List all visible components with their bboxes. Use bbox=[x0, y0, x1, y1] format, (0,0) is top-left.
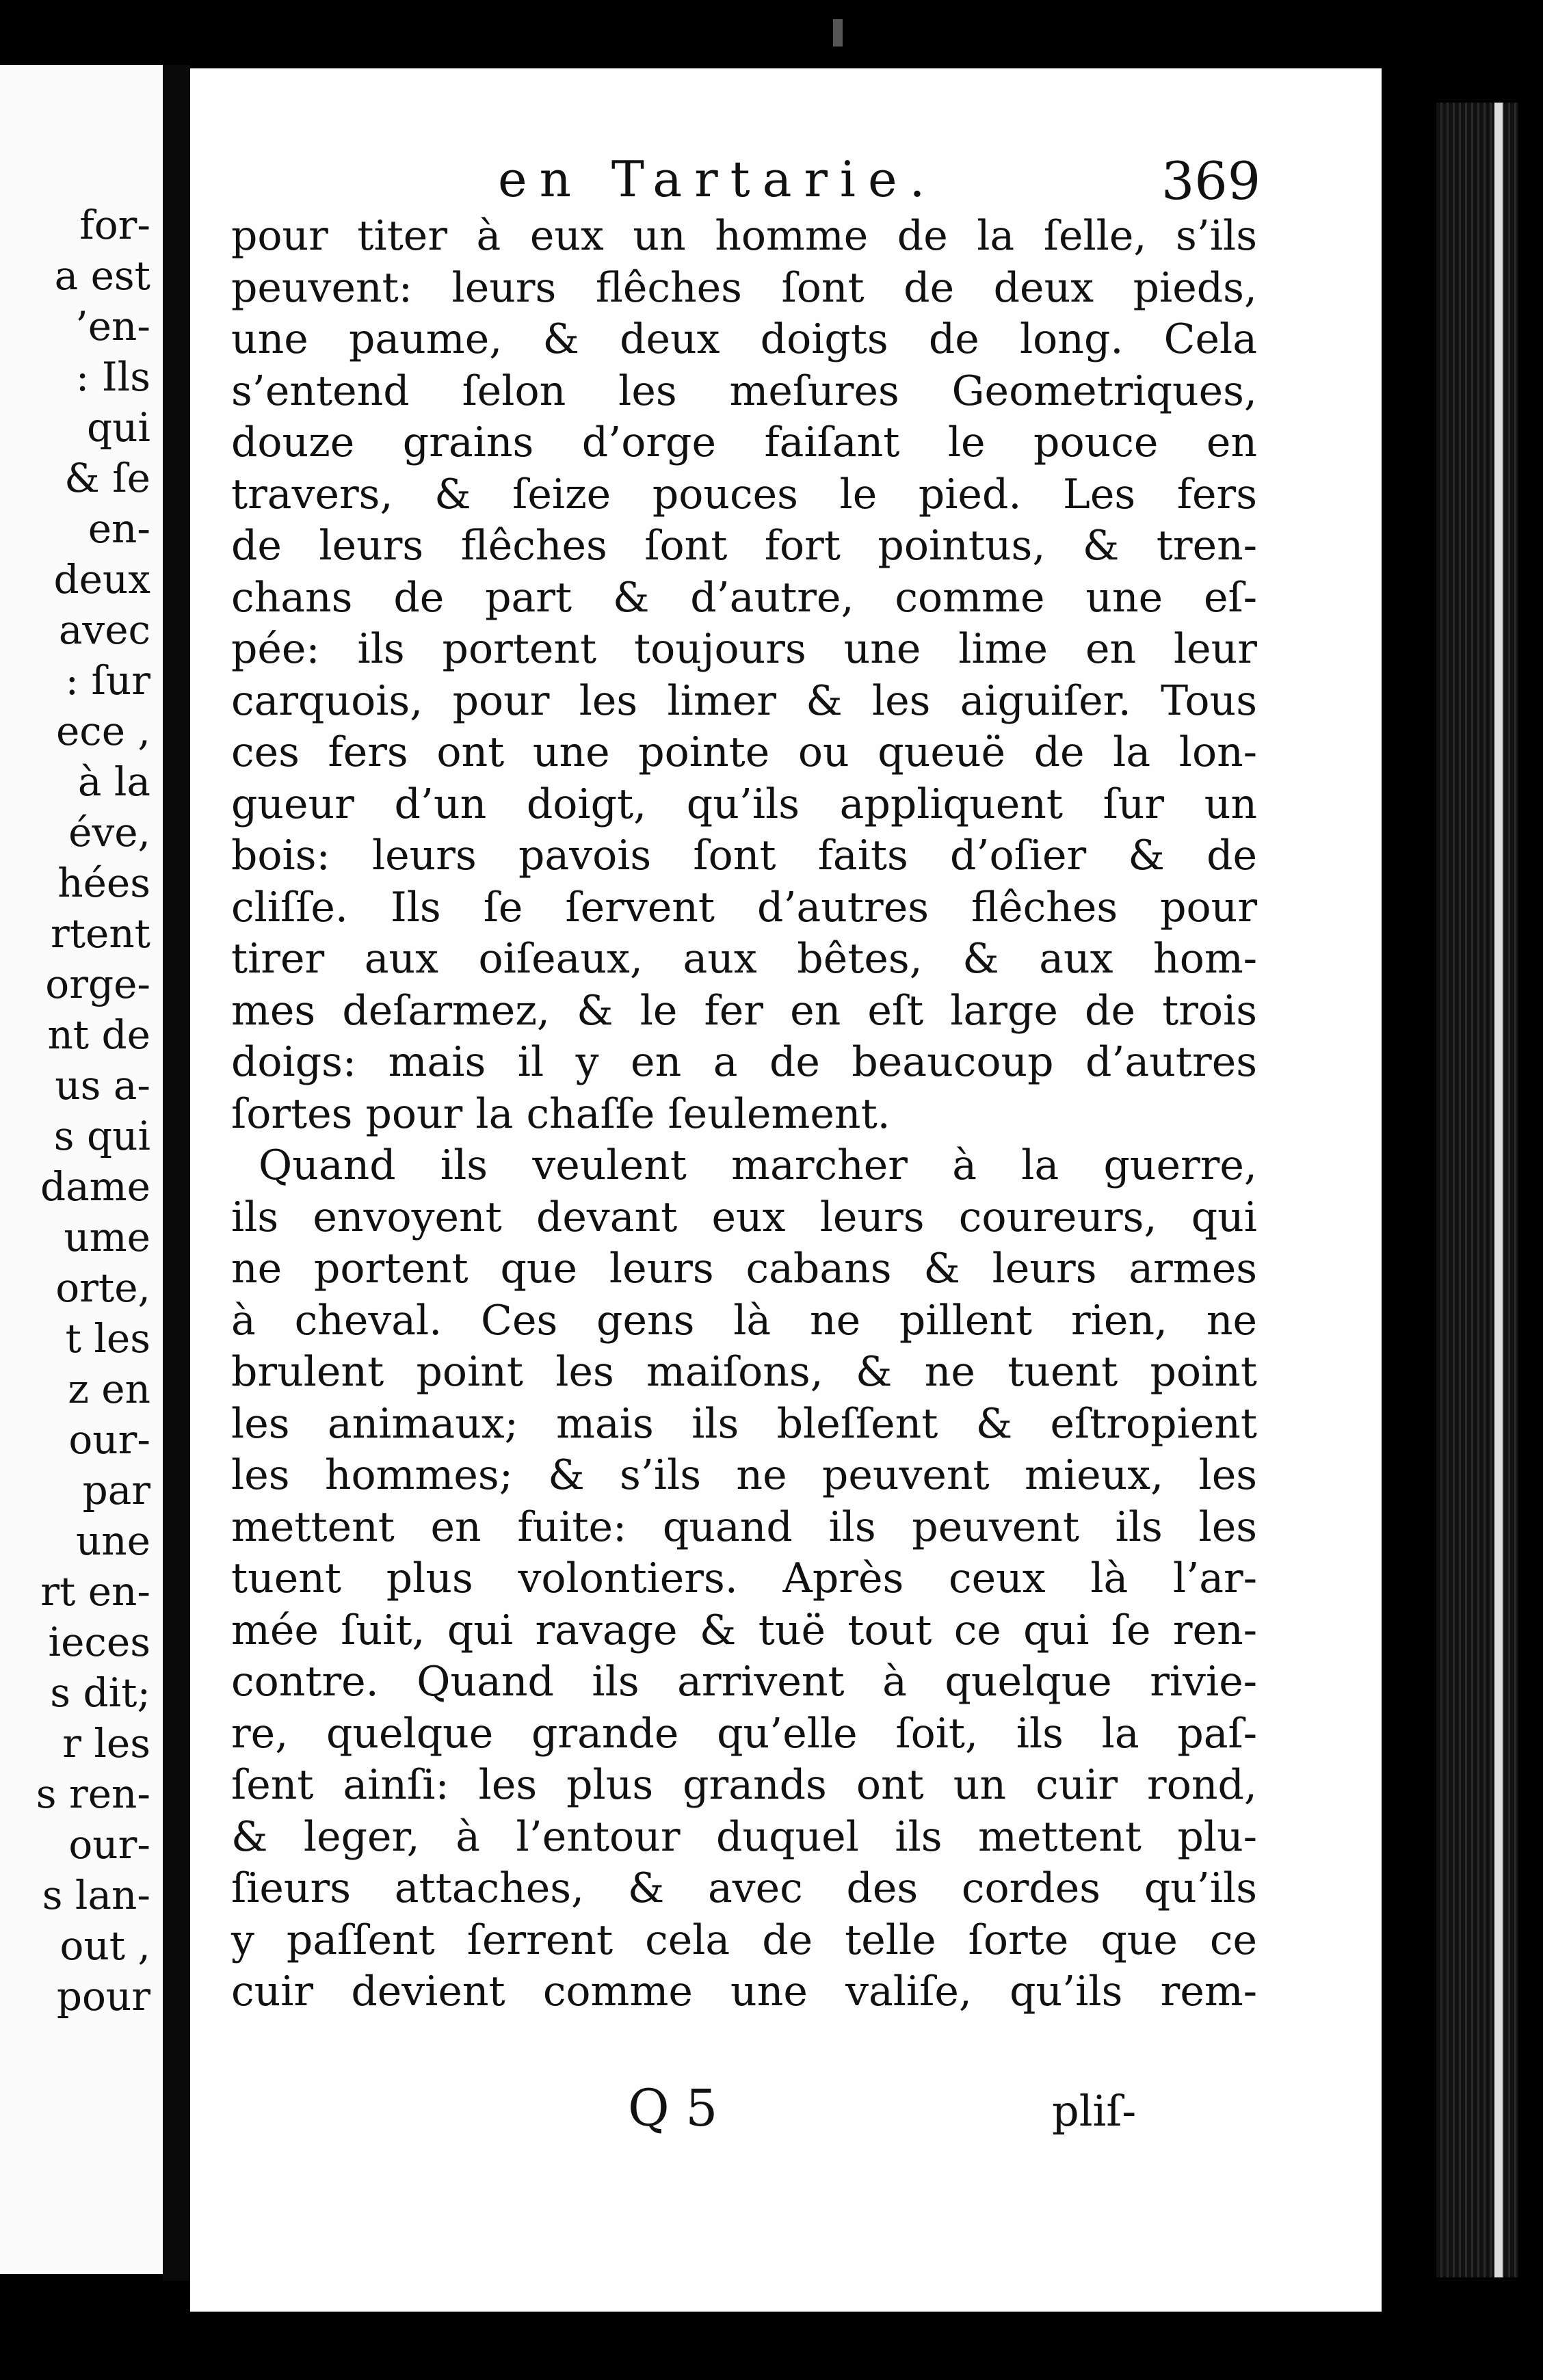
left-page-line: ume bbox=[64, 1214, 150, 1260]
left-page-line: ’en- bbox=[75, 303, 150, 349]
text-line: mée ſuit, qui ravage & tuë tout ce qui ſe ren- bbox=[231, 1606, 1257, 1654]
left-page-line: deux bbox=[53, 556, 150, 603]
left-page-line: & ſe bbox=[64, 455, 150, 501]
left-page-line: our- bbox=[68, 1416, 150, 1463]
text-line: pour titer à eux un homme de la ſelle, s’ils bbox=[231, 212, 1257, 260]
gutter-shadow bbox=[163, 65, 190, 2281]
page-number: 369 bbox=[1161, 150, 1261, 211]
left-page-line: une bbox=[75, 1518, 150, 1564]
text-line: tuent plus volontiers. Après ceux là l’ar- bbox=[231, 1555, 1257, 1602]
left-page-line: à la bbox=[77, 758, 150, 805]
running-head-title: en Tartarie. bbox=[498, 150, 938, 208]
left-page-line: s qui bbox=[53, 1113, 150, 1159]
left-page-line: ece , bbox=[55, 708, 150, 754]
signature-mark: Q 5 bbox=[628, 2079, 718, 2138]
left-page-line: nt de bbox=[47, 1012, 150, 1058]
text-line: gueur d’un doigt, qu’ils appliquent ſur un bbox=[231, 780, 1257, 828]
left-page-line: z en bbox=[68, 1366, 150, 1412]
left-page-line: s ren- bbox=[36, 1771, 150, 1817]
text-line: à cheval. Ces gens là ne pillent rien, ne bbox=[231, 1296, 1257, 1345]
left-page-line: a est bbox=[54, 252, 150, 299]
text-line: re, quelque grande qu’elle ſoit, ils la paſ- bbox=[231, 1709, 1257, 1758]
text-line: doigs: mais il y en a de beaucoup d’autres bbox=[231, 1038, 1257, 1086]
left-page-line: us a- bbox=[55, 1062, 150, 1109]
text-line: les hommes; & s’ils ne peuvent mieux, les bbox=[231, 1451, 1257, 1499]
left-page-line: : ſur bbox=[65, 657, 150, 704]
left-page-line: r les bbox=[62, 1720, 150, 1767]
book-page bbox=[190, 68, 1382, 2312]
scan-mark bbox=[833, 19, 843, 47]
left-page-line: hées bbox=[57, 860, 150, 906]
text-line: ne portent que leurs cabans & leurs armes bbox=[231, 1245, 1257, 1293]
text-line: cuir devient comme une valiſe, qu’ils rem- bbox=[231, 1968, 1257, 2015]
text-line: ces fers ont une pointe ou queuë de la lon- bbox=[231, 728, 1257, 776]
left-page-line: dame bbox=[40, 1163, 150, 1210]
left-page-line: : Ils bbox=[75, 354, 150, 400]
text-line: s’entend ſelon les meſures Geometriques, bbox=[231, 367, 1257, 415]
text-line: brulent point les maiſons, & ne tuent point bbox=[231, 1348, 1257, 1396]
text-line: ſent ainſi: les plus grands ont un cuir rond, bbox=[231, 1761, 1257, 1809]
left-page-line: t les bbox=[65, 1315, 150, 1362]
text-line: les animaux; mais ils bleſſent & eſtropient bbox=[231, 1399, 1257, 1448]
text-line: ſieurs attaches, & avec des cordes qu’ils bbox=[231, 1864, 1257, 1912]
left-page-line: avec bbox=[58, 607, 150, 653]
text-line: cliſſe. Ils ſe ſervent d’autres flêches pour bbox=[231, 883, 1257, 931]
text-line: carquois, pour les limer & les aiguiſer. Tous bbox=[231, 676, 1257, 725]
text-line: chans de part & d’autre, comme une eſ- bbox=[231, 573, 1257, 622]
text-line: Quand ils veulent marcher à la guerre, bbox=[259, 1141, 1257, 1189]
text-line: mes deſarmez, & le fer en eſt large de trois bbox=[231, 986, 1257, 1035]
text-line: y paſſent ſerrent cela de telle ſorte que ce bbox=[231, 1916, 1257, 1964]
left-page-line: qui bbox=[86, 404, 150, 451]
left-page-line: s dit; bbox=[50, 1669, 150, 1716]
page-edges bbox=[1436, 103, 1518, 2277]
text-line: douze grains d’orge faiſant le pouce en bbox=[231, 419, 1257, 466]
left-page-line: for- bbox=[79, 202, 150, 248]
catchword: pliſ- bbox=[1052, 2086, 1137, 2136]
left-page-line: en- bbox=[88, 505, 150, 552]
text-line: pée: ils portent toujours une lime en leur bbox=[231, 625, 1257, 673]
text-line: & leger, à l’entour duquel ils mettent plu- bbox=[231, 1812, 1257, 1861]
text-line: ils envoyent devant eux leurs coureurs, qui bbox=[231, 1193, 1257, 1241]
text-line: de leurs flêches ſont fort pointus, & tren- bbox=[231, 522, 1257, 570]
left-page-line: rtent bbox=[50, 910, 150, 957]
text-line: bois: leurs pavois ſont faits d’oſier & de bbox=[231, 832, 1257, 880]
left-page-line: rt en- bbox=[40, 1568, 150, 1615]
text-line: mettent en fuite: quand ils peuvent ils les bbox=[231, 1503, 1257, 1551]
left-page-line: s lan- bbox=[42, 1872, 150, 1918]
text-line: tirer aux oiſeaux, aux bêtes, & aux hom- bbox=[231, 935, 1257, 983]
left-page-line: éve, bbox=[68, 809, 150, 856]
left-page-line: orge- bbox=[45, 961, 150, 1007]
text-line: peuvent: leurs flêches ſont de deux pieds, bbox=[231, 263, 1257, 312]
text-line: contre. Quand ils arrivent à quelque rivie- bbox=[231, 1658, 1257, 1706]
left-page-line: orte, bbox=[55, 1265, 150, 1311]
left-page-line: ieces bbox=[48, 1619, 150, 1665]
left-page-line: pour bbox=[56, 1973, 150, 2020]
left-facing-page bbox=[0, 65, 167, 2274]
left-page-line: out , bbox=[60, 1922, 150, 1969]
left-page-line: par bbox=[82, 1467, 150, 1513]
text-line: travers, & ſeize pouces le pied. Les fers bbox=[231, 470, 1257, 518]
left-page-line: our- bbox=[68, 1821, 150, 1868]
text-line: une paume, & deux doigts de long. Cela bbox=[231, 315, 1257, 363]
text-line: ſortes pour la chaſſe ſeulement. bbox=[231, 1089, 891, 1138]
page-edge-highlight bbox=[1494, 103, 1503, 2277]
